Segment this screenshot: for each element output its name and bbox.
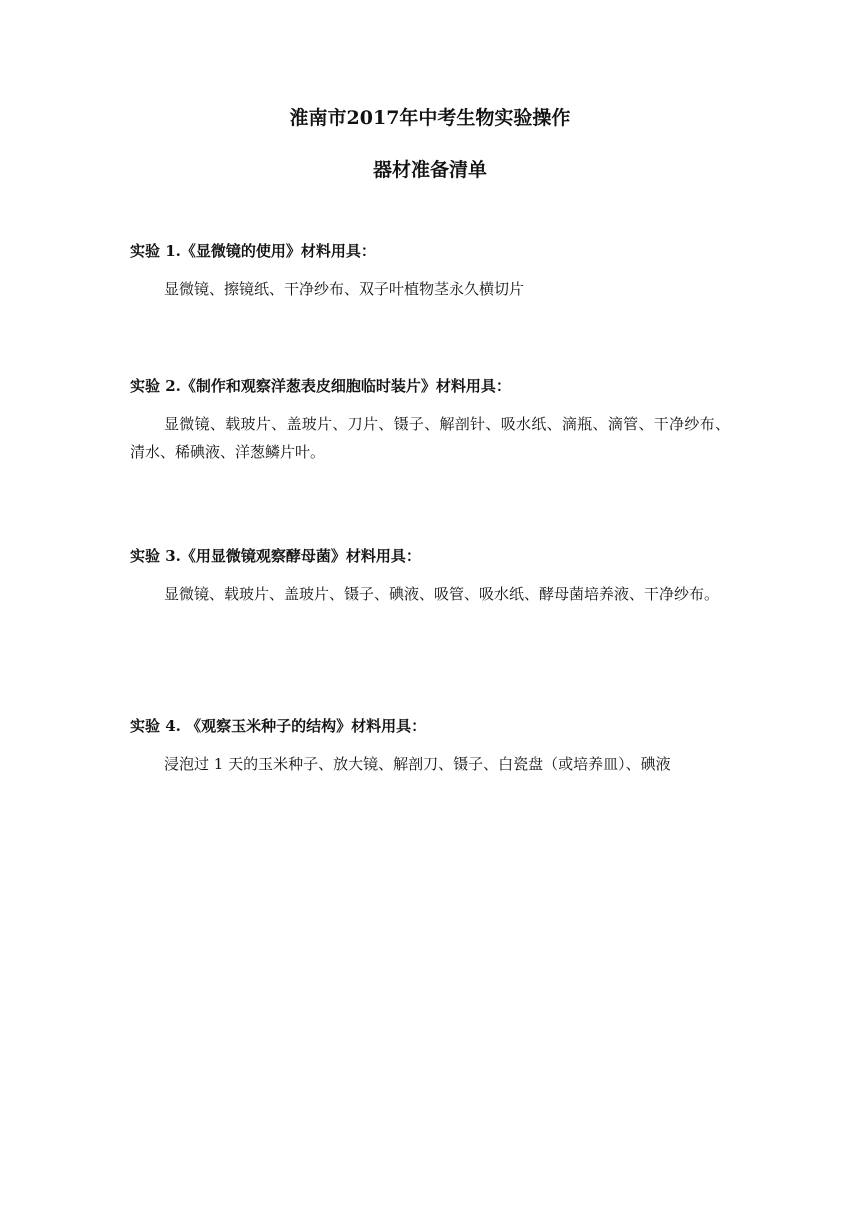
experiment-section-2 (130, 376, 730, 466)
materials-list: 显微镜、载玻片、盖玻片、刀片、镊子、解剖针、吸水纸、滴瓶、滴管、干净纱布、清水、稀碘液、洋葱鳞片叶。 (130, 415, 730, 461)
experiment-section-4 (130, 716, 730, 778)
document-subtitle: 器材准备清单 (372, 159, 487, 181)
materials-list: 浸泡过 1 天的玉米种子、放大镜、解剖刀、镊子、白瓷盘（或培养皿）、碘液 (164, 755, 671, 773)
experiment-heading: 实验 2.《制作和观察洋葱表皮细胞临时装片》材料用具： (130, 377, 511, 395)
materials-list: 显微镜、擦镜纸、干净纱布、双子叶植物茎永久横切片 (164, 280, 525, 298)
experiment-heading: 实验 3.《用显微镜观察酵母菌》材料用具： (130, 547, 421, 565)
experiment-section-1 (130, 241, 730, 303)
experiment-heading: 实验 1.《显微镜的使用》材料用具： (130, 242, 376, 260)
document-title: 淮南市2017年中考生物实验操作 (289, 107, 571, 129)
experiment-section-3 (130, 546, 730, 608)
experiment-heading: 实验 4. 《观察玉米种子的结构》材料用具： (130, 717, 427, 735)
materials-list: 显微镜、载玻片、盖玻片、镊子、碘液、吸管、吸水纸、酵母菌培养液、干净纱布。 (164, 585, 720, 603)
